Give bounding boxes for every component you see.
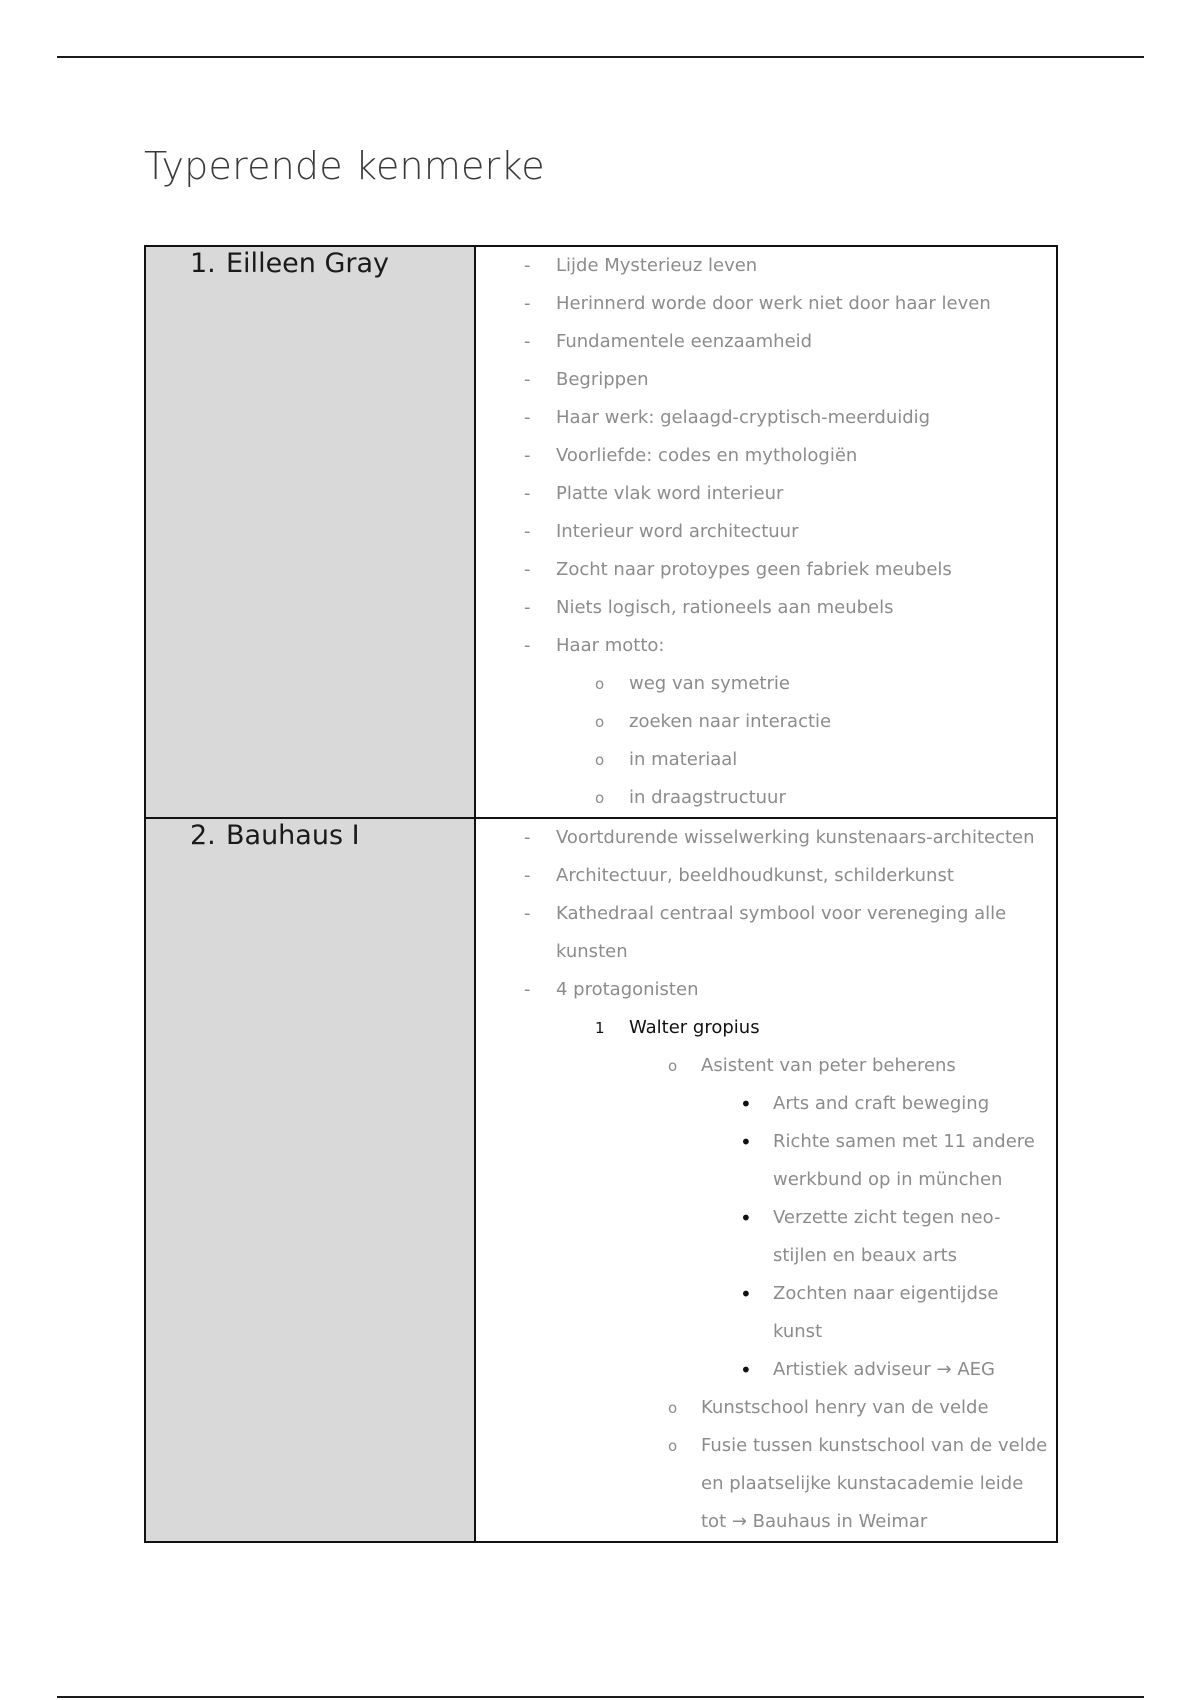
section-heading bbox=[146, 247, 474, 281]
bullet-item-continuation: kunst bbox=[773, 1321, 823, 1342]
sub-list-item: o zoeken naar interactie bbox=[595, 711, 832, 732]
sub-list-item-continuation: en plaatselijke kunstacademie leide bbox=[701, 1473, 1024, 1494]
header-rule bbox=[57, 56, 1144, 58]
sub-list-item: o in draagstructuur bbox=[595, 787, 786, 808]
list-item: - Voorliefde: codes en mythologiën bbox=[524, 445, 858, 466]
list-item: - Interieur word architectuur bbox=[524, 521, 799, 542]
sub-list-item: o Kunstschool henry van de velde bbox=[668, 1397, 989, 1418]
list-item: - Zocht naar protoypes geen fabriek meubels bbox=[524, 559, 952, 580]
list-item: - Fundamentele eenzaamheid bbox=[524, 331, 813, 352]
section-content-cell bbox=[475, 246, 1057, 818]
sub-list-item-continuation: tot → Bauhaus in Weimar bbox=[701, 1511, 928, 1532]
table-row bbox=[145, 246, 1057, 818]
list-item-continuation: kunsten bbox=[556, 941, 628, 962]
list-item: - Haar werk: gelaagd-cryptisch-meerduidig bbox=[524, 407, 931, 428]
sub-list-item: o Asistent van peter beherens bbox=[668, 1055, 956, 1076]
list-item: - Niets logisch, rationeels aan meubels bbox=[524, 597, 894, 618]
section-content-cell bbox=[475, 818, 1057, 1542]
list-item: - Platte vlak word interieur bbox=[524, 483, 784, 504]
bullet-item: • Zochten naar eigentijdse bbox=[740, 1282, 999, 1306]
sub-list-item: o Fusie tussen kunstschool van de velde bbox=[668, 1435, 1048, 1456]
bullet-item-continuation: werkbund op in münchen bbox=[773, 1169, 1003, 1190]
section-heading-cell bbox=[145, 246, 475, 818]
list-item: - 4 protagonisten bbox=[524, 979, 699, 1000]
list-item: - Voortdurende wisselwerking kunstenaars-architecten bbox=[524, 827, 1035, 848]
table-row bbox=[145, 818, 1057, 1542]
section-title: Bauhaus I bbox=[226, 820, 360, 851]
section-number: 2. bbox=[190, 820, 216, 851]
section-heading-cell bbox=[145, 818, 475, 1542]
list-item: - Haar motto: bbox=[524, 635, 665, 656]
list-item: - Lijde Mysterieuz leven bbox=[524, 255, 758, 276]
sub-list-item: o weg van symetrie bbox=[595, 673, 790, 694]
section-number: 1. bbox=[190, 248, 216, 279]
sub-list-item: o in materiaal bbox=[595, 749, 738, 770]
kenmerken-table bbox=[144, 245, 1058, 1543]
section-heading bbox=[146, 819, 474, 853]
list-item: - Architectuur, beeldhoudkunst, schilderkunst bbox=[524, 865, 954, 886]
bullet-item-continuation: stijlen en beaux arts bbox=[773, 1245, 958, 1266]
section-title: Eilleen Gray bbox=[226, 248, 390, 279]
page-title: Typerende kenmerke bbox=[144, 144, 545, 188]
list-item: - Herinnerd worde door werk niet door haar leven bbox=[524, 293, 991, 314]
list-item: - Kathedraal centraal symbool voor vereneging alle bbox=[524, 903, 1007, 924]
footer-rule bbox=[57, 1696, 1144, 1698]
bullet-item: • Richte samen met 11 andere bbox=[740, 1130, 1035, 1154]
protagonist-item: 1 Walter gropius bbox=[595, 1017, 760, 1038]
list-item: - Begrippen bbox=[524, 369, 649, 390]
bullet-item: • Arts and craft beweging bbox=[740, 1092, 990, 1116]
bullet-item: • Artistiek adviseur → AEG bbox=[740, 1358, 995, 1382]
bullet-item: • Verzette zicht tegen neo- bbox=[740, 1206, 1001, 1230]
